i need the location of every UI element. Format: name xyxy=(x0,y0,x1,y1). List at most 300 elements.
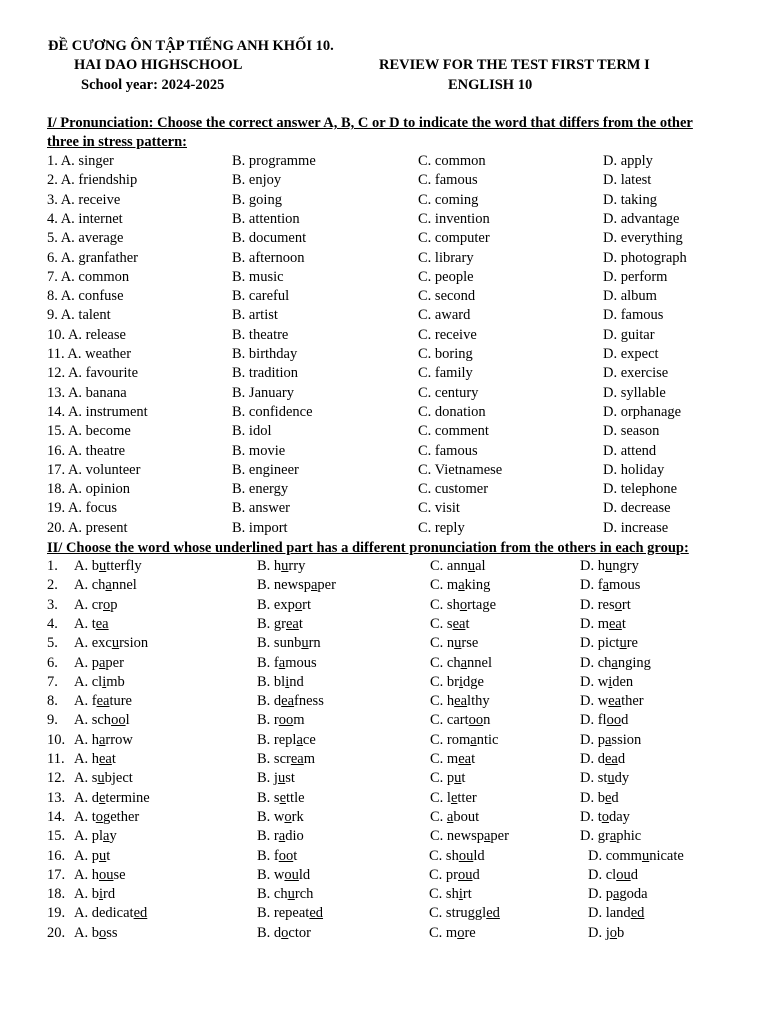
s1-q5-option-d: D. everything xyxy=(603,230,683,247)
s1-q1-option-d: D. apply xyxy=(603,153,653,169)
option-text-pre: C. sh xyxy=(430,596,460,613)
option-text-pre: D. j xyxy=(588,924,610,941)
underlined-part: a xyxy=(296,731,303,748)
option-text-post: rd xyxy=(103,886,116,903)
s2-q10-option-b xyxy=(257,731,316,749)
option-text-pre: C. m xyxy=(429,924,458,941)
s2-q12-option-c xyxy=(430,769,465,787)
underlined-part: i xyxy=(608,673,613,690)
underlined-part: o xyxy=(457,924,465,941)
underlined-part: a xyxy=(278,654,286,671)
s2-q15-number: 15. xyxy=(47,828,66,845)
option-text-pre: D. t xyxy=(580,808,602,825)
underlined-part: u xyxy=(97,770,105,787)
underlined-part: i xyxy=(459,673,464,690)
option-text-pre: C. sh xyxy=(429,847,459,864)
underlined-part: oo xyxy=(606,712,622,729)
s2-q4-option-a xyxy=(74,615,109,633)
s2-q11-option-a xyxy=(74,750,116,768)
s2-q20-number: 20. xyxy=(47,924,66,941)
underlined-part: e xyxy=(279,789,287,806)
underlined-part: a xyxy=(98,654,106,671)
option-text-pre: D. b xyxy=(580,789,605,806)
underlined-part: u xyxy=(301,635,309,652)
s2-q12-option-a xyxy=(74,769,133,787)
underlined-part: u xyxy=(454,635,462,652)
underlined-part: a xyxy=(470,731,477,748)
s1-q19-option-a: 19. A. focus xyxy=(47,500,118,517)
option-text-post: bout xyxy=(453,808,480,825)
option-text-post: b xyxy=(617,924,625,941)
s1-q12-option-b: B. tradition xyxy=(232,365,299,382)
s2-q13-number: 13. xyxy=(47,789,66,806)
option-text-pre: A. sch xyxy=(74,712,112,729)
s1-q16-option-d: D. attend xyxy=(603,442,657,459)
s1-q10-option-c: C. receive xyxy=(418,326,477,343)
s2-q9-number: 9. xyxy=(47,712,58,729)
option-text-pre: C. n xyxy=(430,635,455,652)
option-text-pre: D. w xyxy=(580,693,609,710)
option-text-post: nd xyxy=(289,673,304,690)
option-text-post: t xyxy=(106,847,111,864)
option-text-pre: B. exp xyxy=(257,596,295,613)
s2-q12-number: 12. xyxy=(47,770,66,787)
option-text-pre: B. d xyxy=(257,693,282,710)
s1-q7-option-b: B. music xyxy=(232,268,284,285)
underlined-part: ou xyxy=(284,866,299,883)
s2-q19-option-d xyxy=(588,904,644,922)
option-text-pre: A. ch xyxy=(74,577,106,594)
option-text-pre: D. ch xyxy=(580,654,612,671)
option-text-pre: C. pr xyxy=(429,866,458,883)
option-text-post: per xyxy=(105,654,124,671)
s1-q20-option-d: D. increase xyxy=(603,519,669,536)
option-text-pre: B. f xyxy=(257,654,279,671)
s2-q9-option-d xyxy=(580,711,628,729)
s2-q12-option-d xyxy=(580,769,629,787)
s2-q16-option-c xyxy=(429,847,485,865)
s1-q1-option-b: B. programme xyxy=(232,153,316,169)
s2-q20-option-c xyxy=(429,924,476,942)
underlined-part: i xyxy=(285,673,290,690)
s2-q5-option-d xyxy=(580,634,638,652)
s1-q16-option-c: C. famous xyxy=(418,442,478,459)
option-text-pre: B. f xyxy=(257,847,279,864)
s1-q3-option-c: C. coming xyxy=(418,191,479,208)
s1-q13-option-a: 13. A. banana xyxy=(47,384,127,401)
option-text-post: ntic xyxy=(476,731,499,748)
option-text-post: ssion xyxy=(611,731,642,748)
option-text-post: rch xyxy=(294,886,314,903)
option-text-pre: B. d xyxy=(257,924,282,941)
option-text-post: ld xyxy=(298,866,311,883)
s2-q15-option-b xyxy=(257,827,304,845)
s2-q15-option-a xyxy=(74,827,117,845)
s2-q20-option-a xyxy=(74,924,118,942)
option-text-pre: A. p xyxy=(74,847,99,864)
option-text-post: d xyxy=(630,866,638,883)
s2-q17-option-c xyxy=(429,866,480,884)
s2-q20-option-d xyxy=(588,924,624,942)
s2-q1-option-d xyxy=(580,557,639,575)
underlined-part: u xyxy=(454,770,462,787)
underlined-part: a xyxy=(602,577,609,594)
s1-q11-option-b: B. birthday xyxy=(232,346,298,362)
underlined-part: ed xyxy=(486,905,500,922)
review-title: REVIEW FOR THE TEST FIRST TERM I xyxy=(379,57,650,73)
option-text-post: ss xyxy=(106,924,118,941)
s2-q18-option-b xyxy=(257,885,313,903)
section2-title: II/ Choose the word whose underlined part has a different pronunciation from the others in each group: xyxy=(47,540,689,556)
s2-q10-option-a xyxy=(74,731,133,749)
option-text-post: rn xyxy=(308,635,321,652)
option-text-post: dge xyxy=(463,673,484,690)
option-text-post: mb xyxy=(106,673,125,690)
s1-q14-option-d: D. orphanage xyxy=(603,403,682,420)
option-text-pre: B. w xyxy=(257,808,285,825)
s2-q13-option-b xyxy=(257,789,305,807)
s2-q10-option-c xyxy=(430,731,498,749)
underlined-part: ea xyxy=(452,615,466,632)
s1-q15-option-b: B. idol xyxy=(232,423,272,440)
option-text-pre: D. w xyxy=(580,673,609,690)
option-text-pre: C. struggl xyxy=(429,905,487,922)
s2-q5-option-c xyxy=(430,634,478,652)
underlined-part: o xyxy=(284,808,292,825)
s2-q9-option-a xyxy=(74,711,130,729)
option-text-post: d xyxy=(621,712,629,729)
s1-q13-option-d: D. syllable xyxy=(603,384,666,401)
s1-q19-option-c: C. visit xyxy=(418,500,460,517)
s2-q6-number: 6. xyxy=(47,654,58,671)
option-text-pre: B. h xyxy=(257,558,282,574)
school-name: HAI DAO HIGHSCHOOL xyxy=(74,57,243,73)
s2-q8-option-b xyxy=(257,692,324,710)
underlined-part: ed xyxy=(309,905,324,922)
s2-q11-option-b xyxy=(257,750,315,768)
underlined-part: a xyxy=(460,654,468,671)
s2-q17-option-d xyxy=(588,866,638,884)
s2-q18-option-a xyxy=(74,885,115,903)
option-text-pre: C. cart xyxy=(430,712,469,729)
subject-label: ENGLISH 10 xyxy=(448,77,533,93)
option-text-post: ttle xyxy=(286,789,305,806)
s2-q16-option-b xyxy=(257,847,297,865)
option-text-post: nging xyxy=(617,654,651,671)
option-text-post: ld xyxy=(473,847,485,864)
underlined-part: a xyxy=(611,654,618,671)
option-text-post: rt xyxy=(302,596,311,613)
option-text-post: m xyxy=(293,712,305,729)
option-text-pre: A. cr xyxy=(74,596,103,613)
option-text-pre: A. pl xyxy=(74,828,103,845)
s2-q2-option-b xyxy=(257,576,336,594)
underlined-part: ed xyxy=(133,905,148,922)
option-text-post: nnel xyxy=(467,654,493,671)
s2-q1-number: 1. xyxy=(47,558,58,574)
s2-q8-number: 8. xyxy=(47,693,58,710)
s1-q8-option-a: 8. A. confuse xyxy=(47,288,124,305)
option-text-post: t xyxy=(293,847,298,864)
s2-q2-option-c xyxy=(430,576,490,594)
s2-q4-option-b xyxy=(257,615,303,633)
option-text-post: ctor xyxy=(288,924,311,941)
option-text-pre: B. ch xyxy=(257,886,288,903)
option-text-post: y xyxy=(109,828,117,845)
underlined-part: i xyxy=(98,886,104,903)
option-text-pre: D. f xyxy=(580,577,603,594)
s1-q15-option-c: C. comment xyxy=(418,423,489,440)
s1-q8-option-d: D. album xyxy=(603,288,657,305)
option-text-pre: D. fl xyxy=(580,712,607,729)
underlined-part: a xyxy=(278,828,286,845)
underlined-part: oo xyxy=(111,712,126,729)
s1-q10-option-b: B. theatre xyxy=(232,326,289,343)
s1-q4-option-d: D. advantage xyxy=(603,210,680,227)
option-text-post: ther xyxy=(621,693,644,710)
s1-q15-option-a: 15. A. become xyxy=(47,423,131,440)
section1-title-cont: three in stress pattern: xyxy=(47,134,188,150)
s1-q2-option-c: C. famous xyxy=(418,172,478,189)
s1-q6-option-a: 6. A. granfather xyxy=(47,249,138,266)
option-text-post: n xyxy=(483,712,491,729)
s2-q3-number: 3. xyxy=(47,596,58,613)
s2-q13-option-c xyxy=(430,789,477,807)
s2-q19-option-a xyxy=(74,904,147,922)
s1-q19-option-d: D. decrease xyxy=(603,500,671,517)
s2-q16-option-d xyxy=(588,847,684,865)
option-text-post: rt xyxy=(462,886,472,903)
option-text-post: t xyxy=(298,615,303,632)
underlined-part: u xyxy=(467,558,476,574)
s1-q2-option-a: 2. A. friendship xyxy=(47,172,138,189)
s1-q13-option-c: C. century xyxy=(418,384,479,401)
option-text-pre: A. f xyxy=(74,693,97,710)
s1-q9-option-a: 9. A. talent xyxy=(47,307,111,324)
option-text-post: re xyxy=(464,924,476,941)
option-text-pre: C. sh xyxy=(429,886,459,903)
underlined-part: a xyxy=(103,828,110,845)
underlined-part: ea xyxy=(98,751,112,767)
option-text-post: bject xyxy=(104,770,133,787)
s1-q10-option-a: 10. A. release xyxy=(47,326,126,343)
option-text-post: rt xyxy=(621,596,631,613)
s2-q14-option-b xyxy=(257,808,304,826)
underlined-part: u xyxy=(619,635,627,652)
s1-q18-option-b: B. energy xyxy=(232,481,289,498)
s1-q6-option-d: D. photograph xyxy=(603,249,687,266)
option-text-post: rrow xyxy=(105,731,133,748)
option-text-pre: B. scr xyxy=(257,751,291,767)
option-text-post: l xyxy=(125,712,130,729)
s2-q8-option-c xyxy=(430,692,490,710)
option-text-pre: D. land xyxy=(588,905,631,922)
underlined-part: a xyxy=(446,808,454,825)
s2-q6-option-c xyxy=(430,654,492,672)
option-text-post: ngry xyxy=(612,558,639,574)
s1-q9-option-b: B. artist xyxy=(232,307,278,324)
s1-q11-option-c: C. boring xyxy=(418,346,473,362)
option-text-post: ture xyxy=(109,693,132,710)
option-text-post: rk xyxy=(291,808,304,825)
s1-q19-option-b: B. answer xyxy=(232,500,290,517)
underlined-part: ea xyxy=(454,693,468,710)
underlined-part: o xyxy=(609,924,617,941)
option-text-post: ce xyxy=(302,731,316,748)
underlined-part: ea xyxy=(96,693,110,710)
doc-title: ĐỀ CƯƠNG ÔN TẬP TIẾNG ANH KHỐI 10. xyxy=(48,38,334,54)
s1-q4-option-c: C. invention xyxy=(418,210,490,227)
underlined-part: ou xyxy=(616,866,631,883)
option-text-pre: C. newsp xyxy=(430,828,484,845)
s1-q18-option-c: C. customer xyxy=(418,481,489,498)
underlined-part: e xyxy=(98,789,106,806)
underlined-part: u xyxy=(287,886,295,903)
option-text-post: tterfly xyxy=(106,558,142,574)
s1-q15-option-d: D. season xyxy=(603,423,660,440)
underlined-part: ou xyxy=(458,847,474,864)
option-text-post: t xyxy=(471,751,476,767)
option-text-post: d xyxy=(611,789,619,806)
option-text-pre: C. rom xyxy=(430,731,471,748)
option-text-post: nnel xyxy=(111,577,137,594)
s2-q11-option-c xyxy=(430,750,475,768)
option-text-pre: D. gr xyxy=(580,828,610,845)
s2-q4-option-c xyxy=(430,615,469,633)
option-text-pre: A. t xyxy=(74,808,96,825)
underlined-part: ea xyxy=(604,751,618,767)
option-text-post: rse xyxy=(461,635,479,652)
underlined-part: ou xyxy=(98,866,114,883)
option-text-post: se xyxy=(113,866,126,883)
s2-q1-option-b xyxy=(257,557,305,575)
option-text-pre: B. newsp xyxy=(257,577,311,594)
s1-q5-option-b: B. document xyxy=(232,230,307,247)
s2-q15-option-c xyxy=(430,827,509,845)
s2-q14-option-d xyxy=(580,808,630,826)
s2-q9-option-b xyxy=(257,711,305,729)
underlined-part: oo xyxy=(278,712,294,729)
option-text-post: nicate xyxy=(649,847,684,864)
option-text-post: al xyxy=(475,558,486,574)
underlined-part: o xyxy=(98,924,107,941)
s2-q6-option-a xyxy=(74,654,124,672)
s1-q3-option-d: D. taking xyxy=(603,191,657,208)
s1-q3-option-a: 3. A. receive xyxy=(47,191,121,208)
underlined-part: ea xyxy=(458,751,472,767)
s2-q2-option-a xyxy=(74,576,137,594)
s1-q3-option-b: B. going xyxy=(232,191,282,208)
option-text-post: day xyxy=(609,808,630,825)
option-text-pre: B. r xyxy=(257,712,279,729)
s1-q20-option-b: B. import xyxy=(232,519,288,536)
s2-q7-option-a xyxy=(74,673,125,691)
s1-q7-option-a: 7. A. common xyxy=(47,268,130,285)
underlined-part: o xyxy=(601,808,609,825)
option-text-post: per xyxy=(490,828,509,845)
s2-q18-number: 18. xyxy=(47,886,66,903)
option-text-pre: B. gr xyxy=(257,615,286,632)
option-text-pre: B. bl xyxy=(257,673,286,690)
option-text-pre: A. cl xyxy=(74,673,103,690)
s2-q8-option-d xyxy=(580,692,644,710)
s2-q2-number: 2. xyxy=(47,577,58,594)
s2-q11-option-d xyxy=(580,750,625,768)
s1-q8-option-c: C. second xyxy=(418,288,476,305)
s1-q12-option-a: 12. A. favourite xyxy=(47,365,139,382)
s1-q2-option-b: B. enjoy xyxy=(232,172,282,189)
s2-q14-option-a xyxy=(74,808,139,826)
option-text-pre: A. b xyxy=(74,924,99,941)
underlined-part: i xyxy=(458,886,463,903)
s2-q9-option-c xyxy=(430,711,490,729)
option-text-post: m xyxy=(303,751,315,767)
s2-q20-option-b xyxy=(257,924,311,942)
s2-q1-option-c xyxy=(430,557,486,575)
s1-q9-option-c: C. award xyxy=(418,307,471,324)
option-text-post: t xyxy=(621,615,626,632)
option-text-pre: C. ch xyxy=(430,654,461,671)
option-text-post: phic xyxy=(616,828,642,845)
underlined-part: u xyxy=(281,558,289,574)
s2-q17-option-b xyxy=(257,866,310,884)
s1-q17-option-c: C. Vietnamese xyxy=(418,461,503,478)
option-text-pre: A. p xyxy=(74,654,99,671)
underlined-part: ea xyxy=(609,615,622,632)
s1-q8-option-b: B. careful xyxy=(232,288,290,305)
underlined-part: e xyxy=(604,789,612,806)
option-text-post: per xyxy=(317,577,336,594)
underlined-part: e xyxy=(450,789,458,806)
school-year: School year: 2024-2025 xyxy=(81,77,225,93)
option-text-pre: A. d xyxy=(74,789,99,806)
underlined-part: ed xyxy=(630,905,645,922)
s1-q17-option-a: 17. A. volunteer xyxy=(47,461,141,478)
option-text-pre: A. b xyxy=(74,886,99,903)
s2-q16-option-a xyxy=(74,847,110,865)
s1-q16-option-b: B. movie xyxy=(232,442,286,459)
option-text-post: dy xyxy=(614,770,630,787)
underlined-part: u xyxy=(641,847,650,864)
s2-q17-number: 17. xyxy=(47,866,66,883)
s1-q20-option-a: 20. A. present xyxy=(47,519,128,536)
s2-q19-number: 19. xyxy=(47,905,66,922)
s2-q16-number: 16. xyxy=(47,847,66,864)
option-text-post: t xyxy=(461,770,466,787)
option-text-pre: D. p xyxy=(588,886,613,903)
option-text-post: d xyxy=(617,751,626,767)
s1-q11-option-a: 11. A. weather xyxy=(47,346,132,362)
underlined-part: a xyxy=(105,577,112,594)
option-text-post: lthy xyxy=(467,693,490,710)
option-text-post: rtage xyxy=(467,596,497,613)
s2-q3-option-c xyxy=(430,596,496,614)
section1-title: I/ Pronunciation: Choose the correct answer A, B, C or D to indicate the word that differs from the other xyxy=(47,115,693,131)
option-text-pre: B. s xyxy=(257,789,280,806)
underlined-part: a xyxy=(612,886,620,903)
s2-q5-option-a xyxy=(74,634,148,652)
underlined-part: a xyxy=(310,577,318,594)
s2-q14-option-c xyxy=(430,808,479,826)
underlined-part: u xyxy=(277,770,286,787)
s2-q4-option-d xyxy=(580,615,626,633)
s2-q5-number: 5. xyxy=(47,635,58,652)
underlined-part: o xyxy=(281,924,289,941)
s1-q12-option-c: C. family xyxy=(418,365,473,382)
s2-q6-option-d xyxy=(580,654,651,672)
underlined-part: o xyxy=(459,596,468,613)
underlined-part: u xyxy=(607,770,615,787)
